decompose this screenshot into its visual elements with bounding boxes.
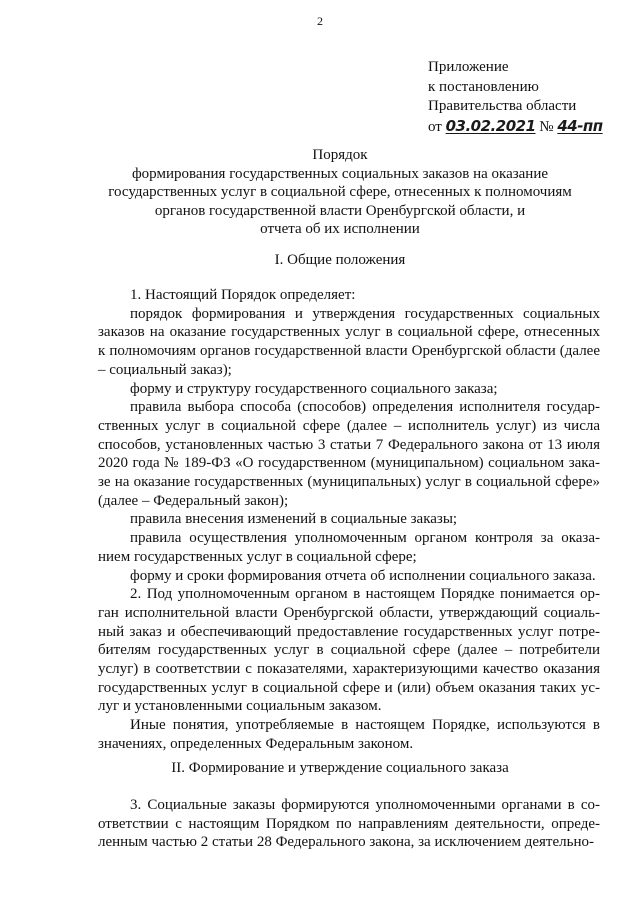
paragraph: 2. Под уполномоченным органом в настоящем Порядке понимается орган исполнительной власти Оренбургской области, утверждающий социальный заказ и обеспечивающий предоставление государственных услуг потребителям государственных услуг в социальной сфере (далее – потребители услуг) в соответствии с показателями, характеризующими качество оказания государственных услуг в социальной сфере и (или) объем оказания таких услуг и установленными социальным заказом. [98,586,600,715]
handwritten-date: 03.02.2021 [445,116,536,135]
title-line-3: государственных услуг в социальной сфере, отнесенных к полномочиям [108,184,572,200]
page-number: 2 [317,14,323,28]
date-prefix: от [428,118,442,135]
title-line-2: формирования государственных социальных заказов на оказание [131,165,549,182]
paragraph: 1. Настоящий Порядок определяет: [130,287,356,303]
paragraph: порядок формирования и утверждения государственных социальных заказов на оказание государственных услуг в социальной сфере, отнесенных к полномочиям органов государственной власти Оренбургской области (далее – социальный заказ); [98,305,600,378]
paragraph: правила осуществления уполномоченным органом контроля за оказанием государственных услуг в социальной сфере; [98,530,600,565]
paragraph: правила внесения изменений в социальные заказы; [130,511,458,528]
section-1-heading: I. Общие положения [274,252,406,268]
section-2-body [98,796,600,852]
paragraph: правила выбора способа (способов) определения исполнителя государственных услуг в социальной сфере (далее – исполнитель услуг) из числа способов, установленных частью 3 статьи 7 Федерального закона от 13 июля 2020 года № 189-ФЗ «О государственном (муниципальном) социальном заказе на оказание государственных (муниципальных) услуг в социальной сфере» (далее – Федеральный закон); [98,399,600,509]
appendix-block [428,58,628,137]
title-line-4: органов государственной власти Оренбургской области, и [154,202,526,219]
paragraph: форму и структуру государственного социального заказа; [130,380,498,397]
document-title [70,146,610,239]
paragraph: форму и сроки формирования отчета об исполнении социального заказа. [130,567,596,584]
title-line-5: отчета об их исполнении [260,221,420,237]
number-sign: № [539,118,554,135]
paragraph: Иные понятия, употребляемые в настоящем Порядке, используются в значениях, определенных Федеральным законом. [98,717,600,752]
handwritten-number: 44-пп [557,116,603,135]
paragraph: 3. Социальные заказы формируются уполномоченными органами в соответствии с настоящим Порядком по направлениям деятельности, определенным частью 2 статьи 28 Федерального закона, за исключением деятельно- [98,797,600,851]
title-line-1: Порядок [312,147,368,163]
appendix-label: Приложение [428,59,509,75]
section-2-heading: II. Формирование и утверждение социального заказа [171,760,509,776]
appendix-date-number [428,117,628,138]
appendix-resolution: к постановлению [428,78,539,95]
section-1-body [98,286,600,754]
appendix-government: Правительства области [428,98,577,114]
